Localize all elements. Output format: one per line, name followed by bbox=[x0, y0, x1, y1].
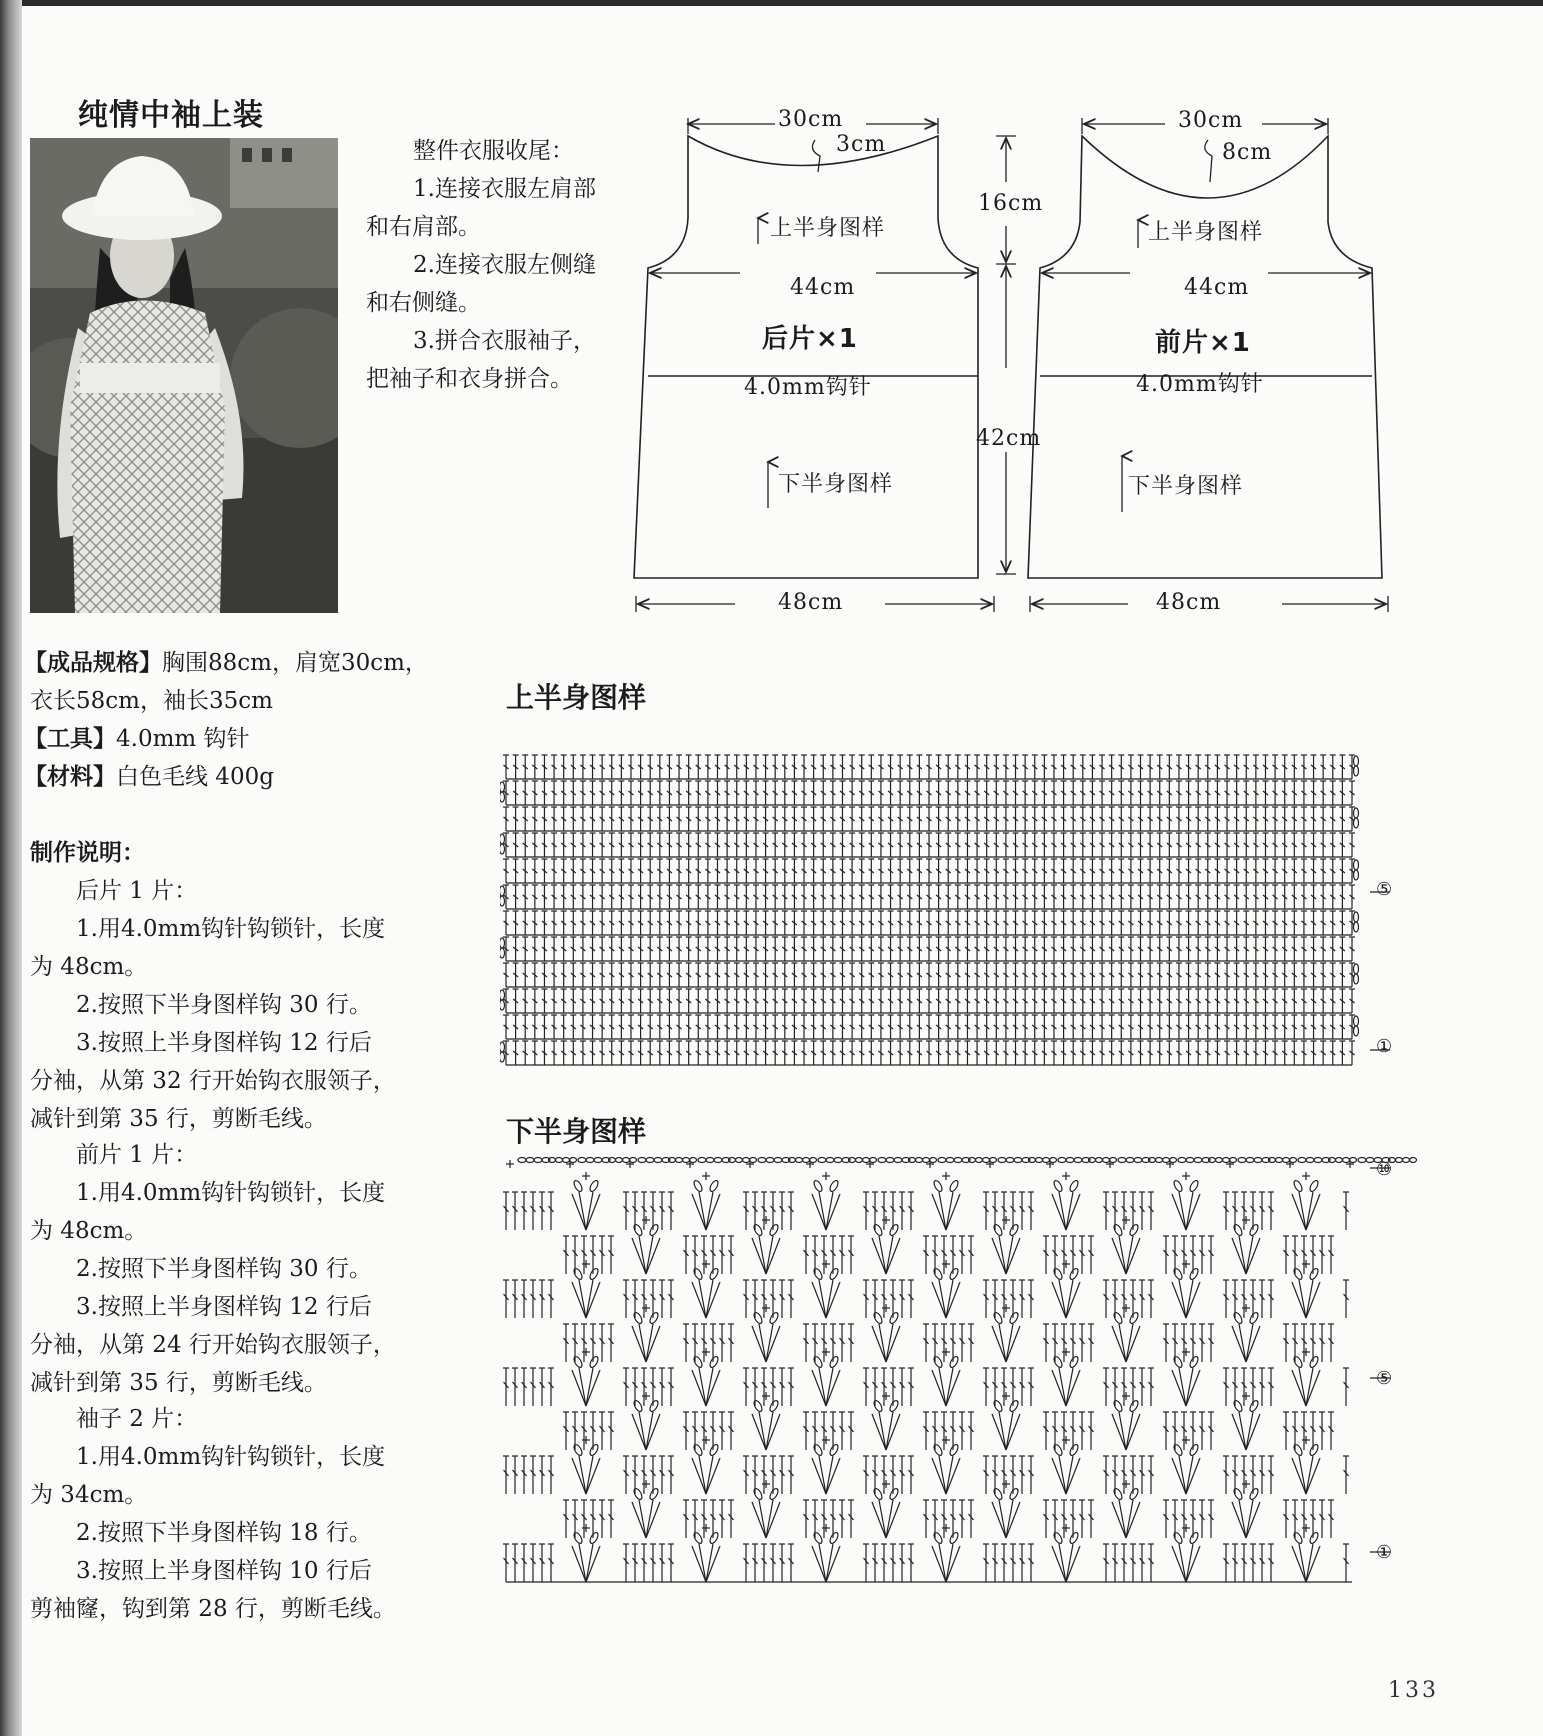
finishing-line: 2.连接衣服左侧缝 bbox=[413, 252, 596, 278]
page-top-edge bbox=[22, 0, 1543, 6]
back-piece-title: 后片 1 片： bbox=[76, 878, 198, 904]
spec-material-row bbox=[24, 766, 274, 789]
back-lower-pattern-label: 下半身图样 bbox=[778, 472, 894, 497]
spec-material-label: 【材料】 bbox=[24, 764, 116, 790]
finishing-line: 3.拼合衣服袖子， bbox=[413, 328, 596, 354]
spec-size-label: 【成品规格】 bbox=[24, 650, 162, 676]
spec-tool-label: 【工具】 bbox=[24, 726, 116, 752]
back-shoulder-width: 30cm bbox=[778, 107, 844, 132]
lower-row-marker-10: ⑩ bbox=[1376, 1159, 1393, 1180]
front-lower-pattern-label: 下半身图样 bbox=[1128, 474, 1244, 499]
sleeve-step: 为 34cm。 bbox=[30, 1482, 148, 1508]
back-hook-size: 4.0mm钩针 bbox=[744, 375, 872, 400]
armhole-height: 16cm bbox=[978, 191, 1044, 216]
front-hem-width: 48cm bbox=[1156, 590, 1222, 615]
sleeve-step: 3.按照上半身图样钩 10 行后 bbox=[76, 1558, 372, 1584]
front-hook-size: 4.0mm钩针 bbox=[1136, 372, 1264, 397]
back-step: 分袖，从第 32 行开始钩衣服领子， bbox=[30, 1068, 396, 1094]
back-panel-name: 后片×1 bbox=[762, 324, 858, 354]
page-number: 133 bbox=[1388, 1678, 1439, 1703]
front-step: 3.按照上半身图样钩 12 行后 bbox=[76, 1294, 372, 1320]
spec-tool-row bbox=[24, 728, 250, 751]
model-photo bbox=[30, 138, 338, 613]
back-step: 3.按照上半身图样钩 12 行后 bbox=[76, 1030, 372, 1056]
front-shoulder-width: 30cm bbox=[1178, 108, 1244, 133]
lower-row-marker-1: ① bbox=[1376, 1542, 1393, 1563]
sleeve-step: 剪袖窿，钩到第 28 行，剪断毛线。 bbox=[30, 1596, 396, 1622]
front-step: 为 48cm。 bbox=[30, 1218, 148, 1244]
finishing-line: 把袖子和衣身拼合。 bbox=[366, 366, 573, 392]
body-height: 42cm bbox=[976, 426, 1042, 451]
book-spine-shadow bbox=[0, 0, 22, 1736]
front-bust-width: 44cm bbox=[1184, 275, 1250, 300]
front-step: 减针到第 35 行，剪断毛线。 bbox=[30, 1370, 327, 1396]
upper-chart-heading: 上半身图样 bbox=[506, 681, 647, 714]
upper-row-marker-1: ① bbox=[1376, 1036, 1393, 1057]
upper-row-marker-5: ⑤ bbox=[1376, 879, 1393, 900]
sleeve-piece-title: 袖子 2 片： bbox=[76, 1406, 198, 1432]
finishing-line: 1.连接衣服左肩部 bbox=[413, 176, 596, 202]
spec-tool-value: 4.0mm 钩针 bbox=[116, 726, 250, 752]
spec-size-value: 胸围88cm，肩宽30cm， bbox=[162, 650, 428, 676]
finishing-line: 和右侧缝。 bbox=[366, 290, 481, 316]
back-hem-width: 48cm bbox=[778, 590, 844, 615]
back-step: 1.用4.0mm钩针钩锁针，长度 bbox=[76, 916, 386, 942]
front-neck-depth: 8cm bbox=[1222, 140, 1273, 165]
garment-schematic bbox=[600, 100, 1420, 630]
front-panel-name: 前片×1 bbox=[1155, 328, 1251, 358]
sleeve-step: 2.按照下半身图样钩 18 行。 bbox=[76, 1520, 372, 1546]
front-step: 2.按照下半身图样钩 30 行。 bbox=[76, 1256, 372, 1282]
front-step: 分袖，从第 24 行开始钩衣服领子， bbox=[30, 1332, 396, 1358]
upper-body-stitch-chart bbox=[500, 750, 1543, 1070]
lower-chart-heading: 下半身图样 bbox=[506, 1115, 647, 1148]
back-step: 减针到第 35 行，剪断毛线。 bbox=[30, 1106, 327, 1132]
back-step: 2.按照下半身图样钩 30 行。 bbox=[76, 992, 372, 1018]
spec-material-value: 白色毛线 400g bbox=[116, 764, 274, 790]
finishing-heading: 整件衣服收尾： bbox=[413, 138, 574, 164]
front-upper-pattern-label: 上半身图样 bbox=[1148, 220, 1264, 245]
spec-size-row bbox=[24, 652, 428, 675]
instructions-heading: 制作说明： bbox=[30, 840, 145, 866]
front-step: 1.用4.0mm钩针钩锁针，长度 bbox=[76, 1180, 386, 1206]
front-piece-title: 前片 1 片： bbox=[76, 1142, 198, 1168]
back-neck-depth: 3cm bbox=[836, 132, 887, 157]
back-bust-width: 44cm bbox=[790, 275, 856, 300]
back-upper-pattern-label: 上半身图样 bbox=[770, 216, 886, 241]
spec-size-row-2: 衣长58cm，袖长35cm bbox=[30, 688, 273, 714]
back-panel-outline bbox=[634, 132, 978, 578]
page-title: 纯情中袖上装 bbox=[78, 98, 264, 133]
lower-row-marker-5: ⑤ bbox=[1376, 1368, 1393, 1389]
back-step: 为 48cm。 bbox=[30, 954, 148, 980]
sleeve-step: 1.用4.0mm钩针钩锁针，长度 bbox=[76, 1444, 386, 1470]
finishing-line: 和右肩部。 bbox=[366, 214, 481, 240]
